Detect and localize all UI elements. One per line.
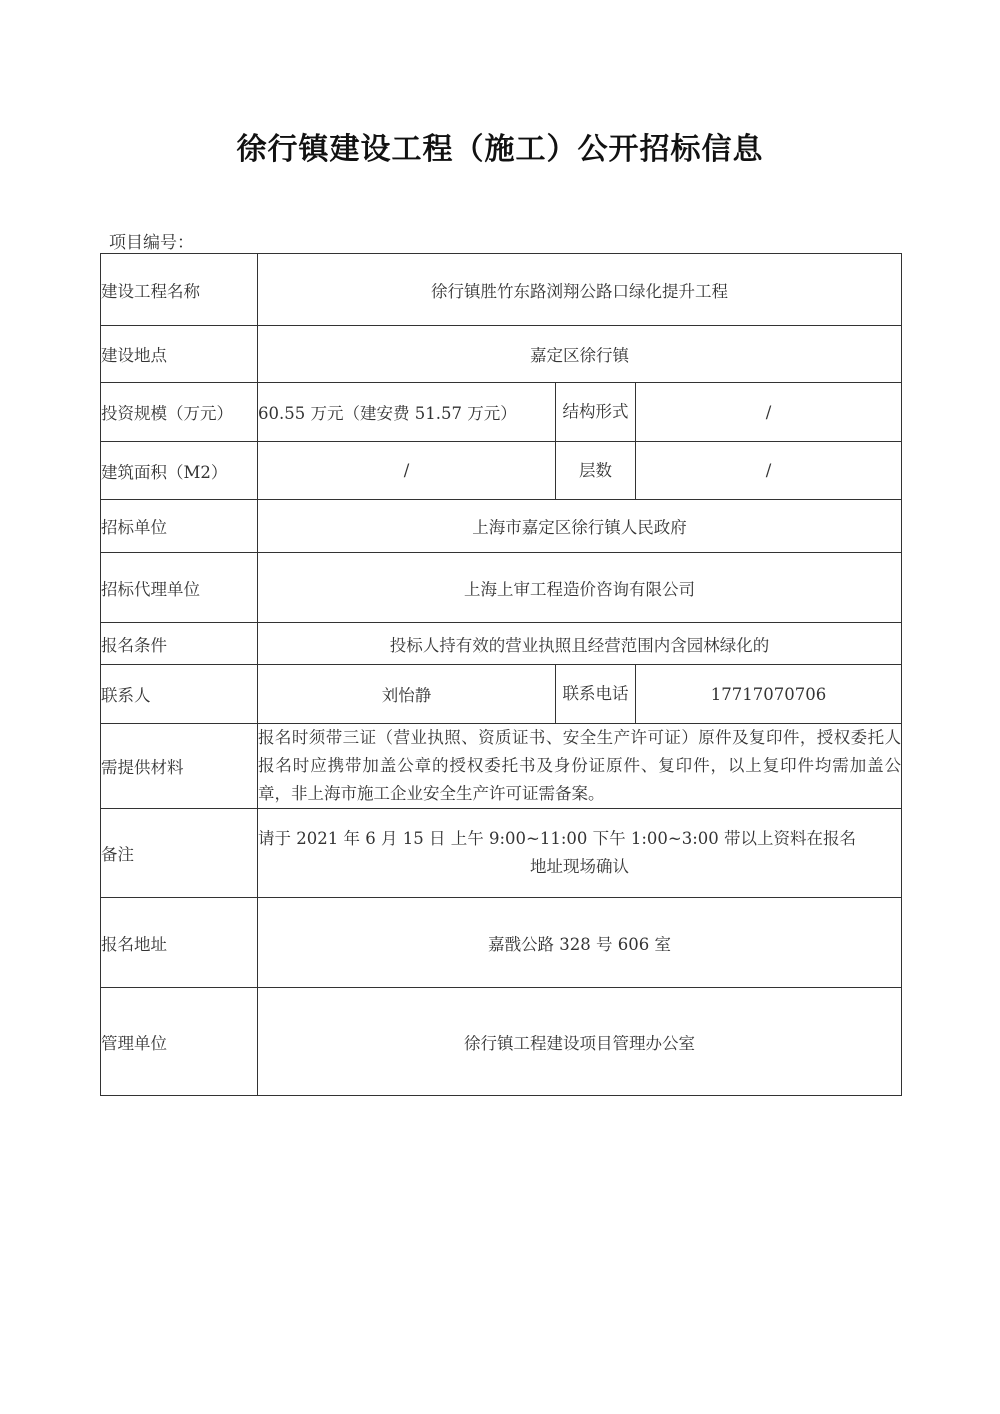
remarks-label: 备注 (101, 809, 258, 898)
tenderer-value: 上海市嘉定区徐行镇人民政府 (258, 500, 902, 553)
project-name-label: 建设工程名称 (101, 254, 258, 326)
contact-value: 刘怡静 (258, 665, 556, 724)
table-row-management (101, 988, 902, 1096)
investment-label: 投资规模（万元） (101, 383, 258, 442)
floors-value: / (636, 442, 902, 500)
table-row-address (101, 898, 902, 988)
table-row-conditions (101, 623, 902, 665)
area-value: / (258, 442, 556, 500)
table-row-investment (101, 383, 902, 442)
phone-value: 17717070706 (636, 665, 902, 724)
address-label: 报名地址 (101, 898, 258, 988)
materials-label: 需提供材料 (101, 724, 258, 809)
tenderer-label: 招标单位 (101, 500, 258, 553)
location-label: 建设地点 (101, 326, 258, 383)
table-row-materials (101, 724, 902, 809)
materials-value: 报名时须带三证（营业执照、资质证书、安全生产许可证）原件及复印件，授权委托人报名时应携带加盖公章的授权委托书及身份证原件、复印件，以上复印件均需加盖公章，非上海市施工企业安全生产许可证需备案。 (258, 724, 902, 809)
table-row-agent (101, 553, 902, 623)
tender-info-table (100, 253, 902, 1096)
table-row-area (101, 442, 902, 500)
project-number-label: 项目编号： (109, 233, 194, 253)
table-row-remarks (101, 809, 902, 898)
structure-label: 结构形式 (556, 383, 636, 442)
agent-label: 招标代理单位 (101, 553, 258, 623)
location-value: 嘉定区徐行镇 (258, 326, 902, 383)
area-label: 建筑面积（M2） (101, 442, 258, 500)
remarks-line-1: 请于 2021 年 6 月 15 日 上午 9:00~11:00 下午 1:00~3:00 带以上资料在报名 (258, 829, 857, 848)
floors-label: 层数 (556, 442, 636, 500)
management-value: 徐行镇工程建设项目管理办公室 (258, 988, 902, 1096)
investment-value: 60.55 万元（建安费 51.57 万元） (258, 383, 556, 442)
table-row-contact (101, 665, 902, 724)
remarks-value (258, 809, 902, 898)
remarks-line-2: 地址现场确认 (530, 857, 629, 876)
management-label: 管理单位 (101, 988, 258, 1096)
table-row-tenderer (101, 500, 902, 553)
agent-value: 上海上审工程造价咨询有限公司 (258, 553, 902, 623)
conditions-label: 报名条件 (101, 623, 258, 665)
structure-value: / (636, 383, 902, 442)
conditions-value: 投标人持有效的营业执照且经营范围内含园林绿化的 (258, 623, 902, 665)
table-row-project-name (101, 254, 902, 326)
contact-label: 联系人 (101, 665, 258, 724)
phone-label: 联系电话 (556, 665, 636, 724)
address-value: 嘉戬公路 328 号 606 室 (258, 898, 902, 988)
project-name-value: 徐行镇胜竹东路浏翔公路口绿化提升工程 (258, 254, 902, 326)
table-row-location (101, 326, 902, 383)
document-title: 徐行镇建设工程（施工）公开招标信息 (236, 132, 764, 167)
